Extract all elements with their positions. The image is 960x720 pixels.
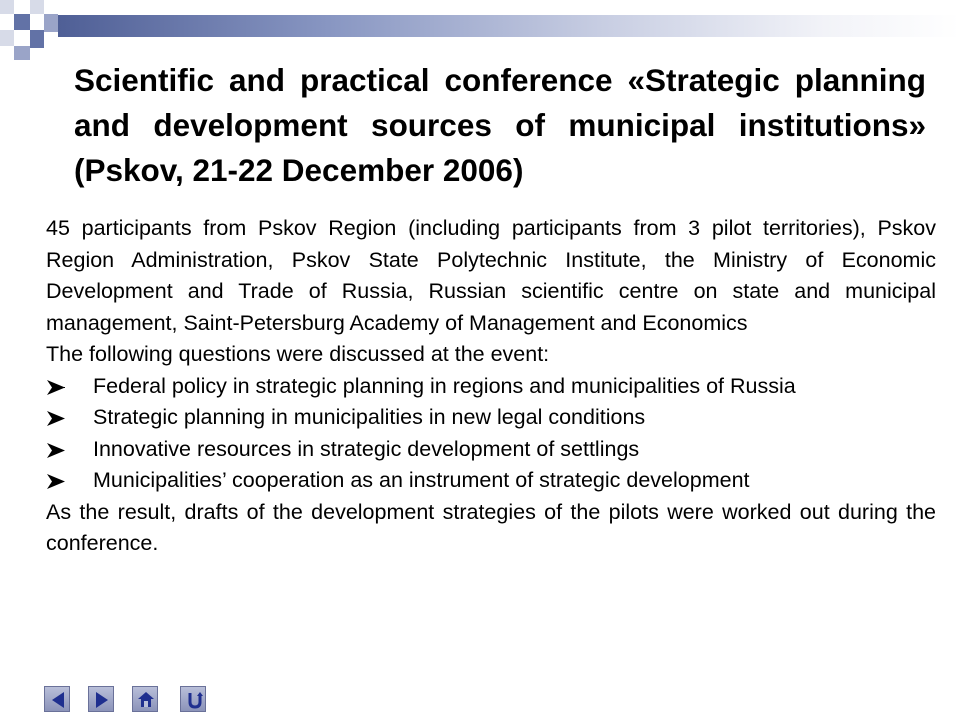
next-slide-button[interactable] [88,686,114,712]
decor-square [0,30,14,46]
list-item [46,465,936,497]
decor-square [44,14,58,32]
list-item-text: Strategic planning in municipalities in new legal conditions [93,405,646,429]
discussion-topics-list [46,371,936,497]
list-item [46,434,936,466]
result-paragraph: As the result, drafts of the development strategies of the pilots were worked out during the conference. [46,499,936,555]
list-item-text: Innovative resources in strategic development of settlings [93,436,640,461]
slide-body [46,213,936,560]
previous-slide-button[interactable] [44,686,70,712]
list-item [46,402,936,434]
header-gradient-bar [58,15,960,37]
decor-square [14,14,30,30]
participants-paragraph: 45 participants from Pskov Region (including participants from 3 pilot territories), Pskov Region Administration, Pskov State Polytechnic Institute, the Ministry of Economic Development and Trade of Russia, Russian scientific centre on state and municipal management, Saint-Petersburg Academy of Management and Economics [46,216,936,335]
decor-square [30,0,44,14]
home-icon [133,687,159,713]
decor-square [14,46,30,60]
decor-square [0,0,14,14]
questions-intro: The following questions were discussed at the event: [46,342,550,366]
return-button[interactable] [180,686,206,712]
arrow-bullet-icon [46,379,66,396]
arrow-left-icon [45,687,71,713]
arrow-right-icon [89,687,115,713]
list-item [46,371,936,403]
decor-square [30,30,44,48]
list-item-text: Federal policy in strategic planning in regions and municipalities of Russia [93,373,796,398]
home-button[interactable] [132,686,158,712]
slide-title: Scientific and practical conference «Strategic planning and development sources of municipal institutions» (Pskov, 21-22 December 2006) [74,62,926,188]
list-item-text: Municipalities’ cooperation as an instrument of strategic development [93,468,750,492]
arrow-bullet-icon [46,442,66,459]
return-icon [181,687,207,713]
arrow-bullet-icon [46,473,66,490]
arrow-bullet-icon [46,410,66,427]
